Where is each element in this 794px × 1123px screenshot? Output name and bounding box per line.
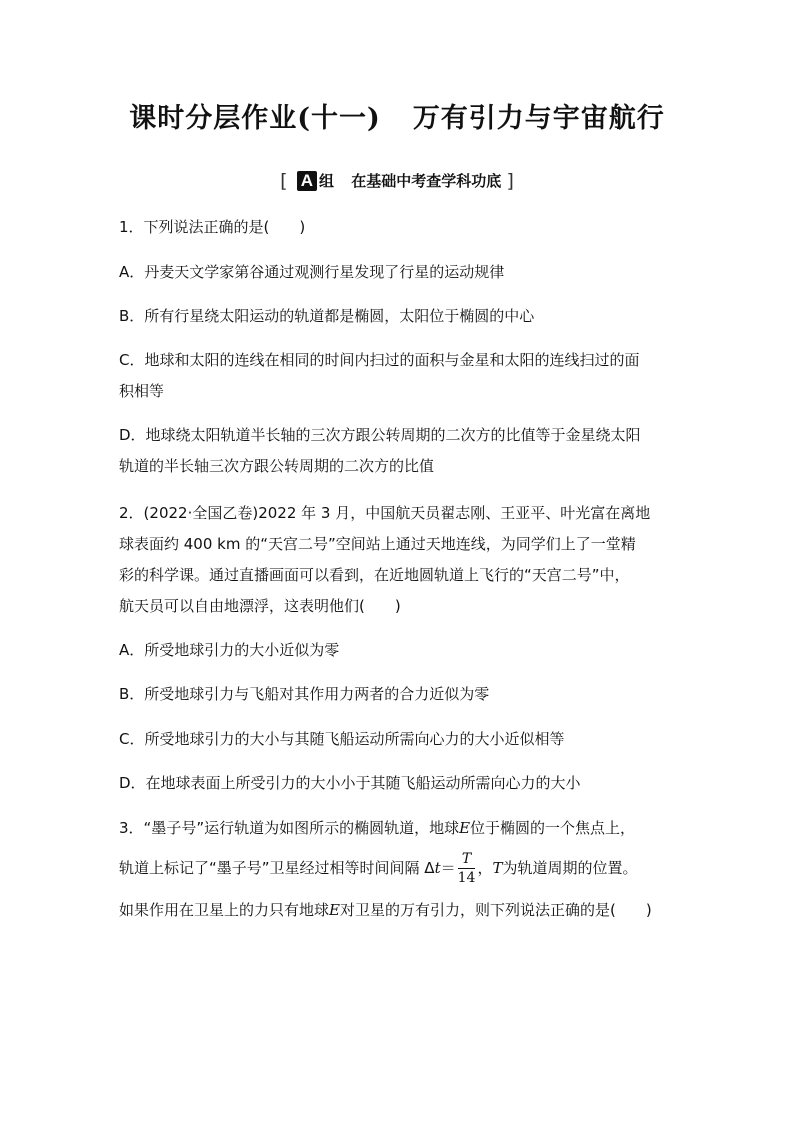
q3-line2-equals: ＝ (440, 859, 456, 877)
q3-stem-line1 (119, 817, 635, 839)
q3-line3-var: E (329, 901, 340, 919)
fraction-denominator: 14 (457, 870, 476, 886)
q1-option-d-line2: 轨道的半长轴三次方跟公转周期的二次方的比值 (119, 457, 435, 475)
q1-option-b: B．所有行星绕太阳运动的轨道都是椭圆，太阳位于椭圆的中心 (119, 307, 535, 325)
q3-line1-var: E (459, 819, 471, 837)
q1-option-a: A．丹麦天文学家第谷通过观测行星发现了行星的运动规律 (119, 263, 505, 281)
q2-stem-line2: 球表面约 400 km 的“天宫二号”空间站上通过天地连线，为同学们上了一堂精 (119, 535, 636, 553)
q2-option-c: C．所受地球引力的大小与其随飞船运动所需向心力的大小近似相等 (119, 730, 565, 748)
q2-option-a: A．所受地球引力的大小近似为零 (119, 641, 340, 659)
title-main: 课时分层作业(十一) (129, 103, 381, 134)
section-header (0, 170, 794, 192)
q1-option-c-line2: 积相等 (119, 382, 165, 400)
q3-line2-sep: ， (477, 859, 493, 877)
page-title (0, 96, 794, 135)
group-label: 组 (319, 172, 335, 190)
q3-stem-line2 (119, 848, 638, 888)
period-fraction (458, 850, 476, 887)
q3-line2-text-b: 为轨道周期的位置。 (502, 859, 638, 877)
q3-line3-text-b: 对卫星的万有引力，则下列说法正确的是( ) (339, 901, 652, 919)
q2-option-d: D．在地球表面上所受引力的大小小于其随飞船运动所需向心力的大小 (119, 774, 581, 792)
q3-line2-var-t: t (434, 859, 441, 877)
q3-line1-text-b: 位于椭圆的一个焦点上， (470, 819, 636, 837)
q3-line1-text-a: 3．“墨子号”运行轨道为如图所示的椭圆轨道，地球 (119, 819, 460, 837)
q2-stem-line3: 彩的科学课。通过直播画面可以看到，在近地圆轨道上飞行的“天宫二号”中， (119, 566, 630, 584)
q3-stem-line3 (119, 899, 652, 921)
section-desc: 在基础中考查学科功底 (351, 172, 502, 190)
open-bracket: [ (280, 170, 288, 192)
q2-option-b: B．所受地球引力与飞船对其作用力两者的合力近似为零 (119, 685, 490, 703)
q3-line2-var-period: T (492, 859, 503, 877)
q3-line3-text-a: 如果作用在卫星上的力只有地球 (119, 901, 330, 919)
group-letter-badge: A (297, 171, 317, 191)
q3-line2-text-a: 轨道上标记了“墨子号”卫星经过相等时间间隔 Δ (119, 859, 435, 877)
q1-option-d-line1: D．地球绕太阳轨道半长轴的三次方跟公转周期的二次方的比值等于金星绕太阳 (119, 426, 641, 444)
close-bracket: ] (506, 170, 514, 192)
q2-stem-line1: 2．(2022·全国乙卷)2022 年 3 月，中国航天员翟志刚、王亚平、叶光富在离地 (119, 504, 651, 522)
q2-stem-line4: 航天员可以自由地漂浮，这表明他们( ) (119, 597, 401, 615)
fraction-numerator: T (458, 850, 476, 869)
q1-stem: 1．下列说法正确的是( ) (119, 218, 306, 236)
q1-option-c-line1: C．地球和太阳的连线在相同的时间内扫过的面积与金星和太阳的连线扫过的面 (119, 351, 640, 369)
title-sub: 万有引力与宇宙航行 (412, 103, 665, 134)
